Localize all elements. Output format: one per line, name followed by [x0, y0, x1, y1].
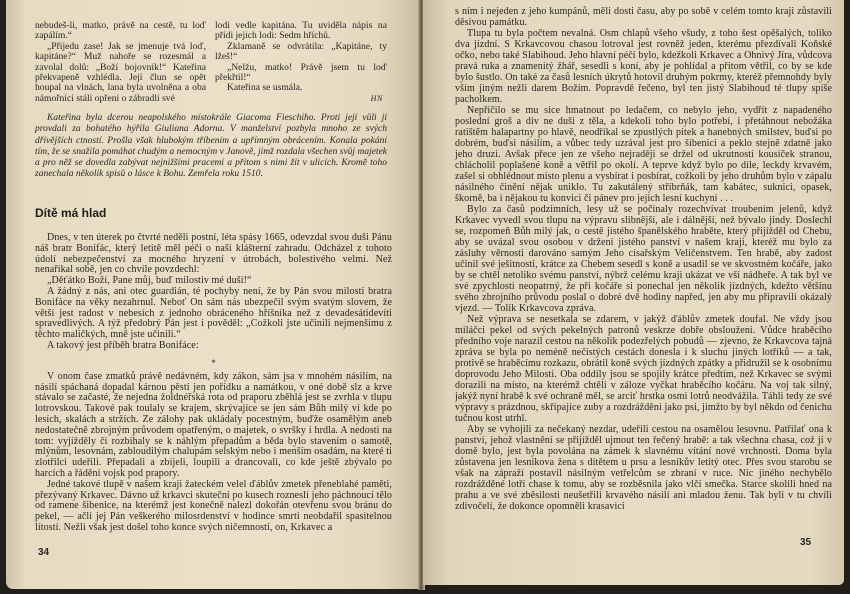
paragraph: Aby se vyhojili za nečekaný nezdar, udeřili cestou na osamělou lesovnu. Patřilať ona k panství, jehož vlastnění se přijížděl ujmout ten řečený hrabě: a tak všechna chasa, což jí v domě bylo, jest byla povolána na zámek k slavnému vítání nové vrchnosti. Doma byla zůstavena jen lesníkova žena s dítětem u prsu a lesníkův letitý otec. Přes svou starobu se však na zápraží postavil násilným vetřelcům se zbraní v ruce. Nic jiného nechybělo rozdrážděné lotří chase k tomu, aby se rozběsnila jako vlčí smečka. Starce skolili hned na prahu a ve své zběsilosti neušetřili krvavého násilí ani mladou ženu. Tak byli v tu chvíli zdivočelí, že dokonce opomněli krasavici	[455, 424, 832, 512]
column-left	[35, 21, 206, 109]
chapter-text	[35, 233, 392, 537]
paragraph: lodi vedle kapitána. Tu uviděla nápis na přídi jejich lodi: Sedm hříchů.	[215, 21, 387, 42]
paragraph: Než výprava se nesetkala se zdarem, v jakýž ďáblův zmetek doufal. Ne vždy jsou miláčci pekel od svých pekelných patronů veskrze dobře obslouženi. Vůdce hraběcího předního voje narazil cestou na několik podezřelých pobudů — zjevno, že Krkavcova tajná zpráva se byla po neméně nečistých cestách donesla i k sluchu jiných lotříků — a tak, protivě se hraběcímu rozkazu, obrátil koně svých jízdných zpátky a přidružil se k osobnímu doprovodu Jeho Milosti. Oba oddíly jsou se spojily krátce předtím, než Krkavec se svými dorazili na místo, na kterémž chtěli v záloze vyčkat hraběcího kočáru. Na voj tak silný, jakýž nyní hrabě k své ochraně měl, se arciť hrstka osmi lotrů neodvážila. Táhli tedy ze své výpravy s prázdnou, skřípajíce zuby a rozdrážděni jako psi, jimžto by byl někdo od čenichu tučnou kost utrhl.	[455, 314, 832, 424]
paragraph: Jedné takové tlupě v našem kraji žateckém velel ďáblův zmetek přeneblahé paměti, přezývaný Krkavec. Dávno už krkavci skuteční po kusech roznesli jeho páchnoucí tělo od ramene šibenice, na kterémž jest konečně nalezl dokořán otevřenu svou bránu do pekel, — ačli jej Pán veškerého milosrdenství v hodince smrti neobdařil spasitelnou lítostí. Nežli však jest došel toho konce svých ničemností, on, Krkavec a	[35, 478, 392, 533]
paragraph: Nepříčilo se mu sice hmatnout po ledačem, co nebylo jeho, vydřít z napadeného poslední groš a div ne duši z těla, a kdekoli toho bylo potřebí, i přetáhnout nebožáka ratištěm halapartny po hlavě, neodříkal se zpustlých pitek a hanebných smilstev, buďsi po dobrém, buďsi násilím, a vůbec tedy uzrával jest pro šibenici a peklo stejně zdatně jako jeho druzi. Avšak přece jen ze všeho nejraději se držel od ukrutností kousíček stranou, chlácholil poplašené koně a větřil po okolí. A teprve když bylo po díle, leckdy krvavém, zašel si obhlédnout místo plenu a vysbírat i posbírat, cožkoli by jeho druhům bylo v zápalu násilného činění nějak uniklo. Tu zakutálený stříbrňák, tam kabátec, suknici, opasek, škorně, ba i nějakou tu konvici či pánev pro jejich lesní kuchyni . . .	[455, 105, 832, 204]
left-page	[6, 0, 420, 589]
biographical-note: Kateřina byla dcerou neapolského místokrále Giacoma Fieschiho. Proti její vůli ji provdali za bohatého hýřila Giuliana Adorna. V manželství pozbyla mnoho ze svých dřívějších ctností. Prošla však hlubokým tříbením a upřímným obrácením. Konala pokání tím, že se snažila pomáhat chudým a nemocným v Janově, jimž rozdala všechen svůj majetek a pro něž se dovedla zabývat nejnižšími pracemi a přitom s nimi žít v ulicích. Kromě toho zanechala několik spisů o lásce k Bohu. Zemřela roku 1510.	[35, 113, 387, 180]
page-number: 34	[38, 547, 50, 558]
story-ending-two-columns	[35, 21, 387, 109]
paragraph: V onom čase zmatků právě nedávném, kdy zákon, sám jsa v mnohém násilím, na násilí spáchaná dopadal kárnou pěstí jen pořídku a namátkou, v oné době slz a krve stávalo se začasté, že nejedna žoldnéřská rota od praporu zběhlá jest se zvrhla v tlupu lotrovskou. Takové pak toulaly se krajem, skrývajíce se jen sám Bůh milý ví kde po lesích, skalách a stržích. Ze zálohy pak ukládaly pocestným, buďže osamělým aneb nedostatečně zbrojným průvodem opatřeným, o majetek, o svršky i hrdla. A nedosti na tom: vyjížděly či rozbíhaly se k náhlým přepadům a běda bylo stavením o samotě, mlýnům, lesovnám, zabloudilým chalupám selským nebo i menším osadám, na které ti zlotřilci udeřili. Přepadali a zbíjeli, loupili a drancovali, co kde ještě zbývalo po harcích a řádění vojsk pod prapory.	[35, 370, 392, 479]
chapter-heading: Dítě má hlad	[35, 206, 107, 220]
paragraph: „Přijedu zase! Jak se jmenuje tvá loď, kapitáne?“ Muž nahoře se rozesmál a zavolal dolů: „Boží bojovník!“ Kateřina překvapeně vzhlédla. Její člun se opět houpal na vlnách, lana byla uvolněna a oba námořníci stáli opřeni o zábradlí své	[35, 40, 206, 104]
paragraph: Dnes, v ten úterek po čtvrté neděli postní, léta spásy 1665, odevzdal svou duši Pánu náš bratr Bonifác, který letitě měl péči o naši klášterní zahradu. Odcházel z tohoto údolí nebezpečenství za mocného hryzení v útrobách, bolestivého velmi. Než nenaříkal sobě, jen co chvíle povzdechl:	[35, 233, 392, 276]
paragraph: „Nelžu, matko! Právě jsem tu loď překřtil!“	[215, 61, 387, 84]
paragraph: Zklamaně se odvrátila: „Kapitáne, ty lžeš!“	[215, 40, 387, 63]
paragraph: „Děťátko Boží, Pane můj, buď milostiv mé duši!“	[47, 275, 252, 287]
paragraph: A takový jest příběh bratra Bonifáce:	[47, 339, 199, 351]
paragraph: Tlupa tu byla počtem nevalná. Osm chlapů všeho všudy, z toho šest opěšalých, toliko dva jízdní. S Krkavcovou chasou lotroval jest rovněž jeden, kterému přezdívali Koňské očko, nebo také Slabihoud. Jeho hlavní péčí bylo, kdežkoli Krkavec a Ohnivý Jíra, vůdcova pravá ruka a znamenitý žhář, sesedli s koní, aby je pohlídal a přitom větřil, co by se kde bylo šustlo. On také za časů lesních úkrytů hotovil druhým pokrmy, kteréž přemnohdy byly vším jiným nežli darem Božím. Popravdě řečeno, byl ten jistý Slabihoud té tlupy spíše pacholkem.	[455, 28, 832, 105]
paragraph: s ním i nejeden z jeho kumpánů, měli dosti času, aby po sobě v celém tomto kraji zůstavili děsivou památku.	[455, 6, 832, 28]
right-page	[423, 0, 844, 585]
author-initials: HN	[370, 93, 383, 103]
paragraph: Bylo za časů podzimních, lesy už se počínaly rozechvívat troubením jelenů, když Krkavec vyvedl svou tlupu na výpravu slibnější, ale i dálnější, než bývalo jindy. Doslechl se, rozpomeň Bůh milý jak, o cestě jistého španělského hraběte, který přijížděl od Chebu, aby se uvázal svou osobou v držení jistého panství v našem kraji, kteréž mu bylo za zásluhy věrnosti darováno samým Jeho císařským Veličenstvem. Ten hrabě, aby zadost učinil své ješitnosti, krátce za Chebem sesedl s koně a usadil se ve skvostném kočáře, jako by se chtěl netoliko svému panství, nýbrž celému kraji ukázat ve vší nádheře. A tak byl ve své zpychlosti neopatrný, že při kočáře si ponechal jen několik jízdných, kdežto většinu svého zbrojního průvodu poslal o dobré dvě hodiny napřed, jen aby mu připravili okázalý vjezd. — Tolik Krkavcova zpráva.	[455, 204, 832, 314]
column-right	[215, 21, 387, 109]
page-number: 35	[800, 537, 812, 548]
chapter-text-continued	[455, 6, 832, 542]
paragraph: Kateřina se usmála.	[227, 82, 303, 94]
paragraph: nebudeš-li, matko, právě na cestě, tu loď zapálím.“	[35, 21, 206, 42]
paragraph: A žádný z nás, ani otec guardián, té pochyby není, že by Pán svou milostí bratra Bonifáce na věky nezahrnul. Neboť On sám nás ubezpečil svým svatým slovem, že větší jest radost v nebesích z jednoho obráceného hříšníka než z devadesátidevíti spravedlivých. A týž předobrý Pán jest i pověděl: „Cožkoli jste učinili nejmenšímu z těchto maličkých, mně jste učinili.“	[35, 285, 392, 341]
section-separator: *	[211, 357, 216, 368]
